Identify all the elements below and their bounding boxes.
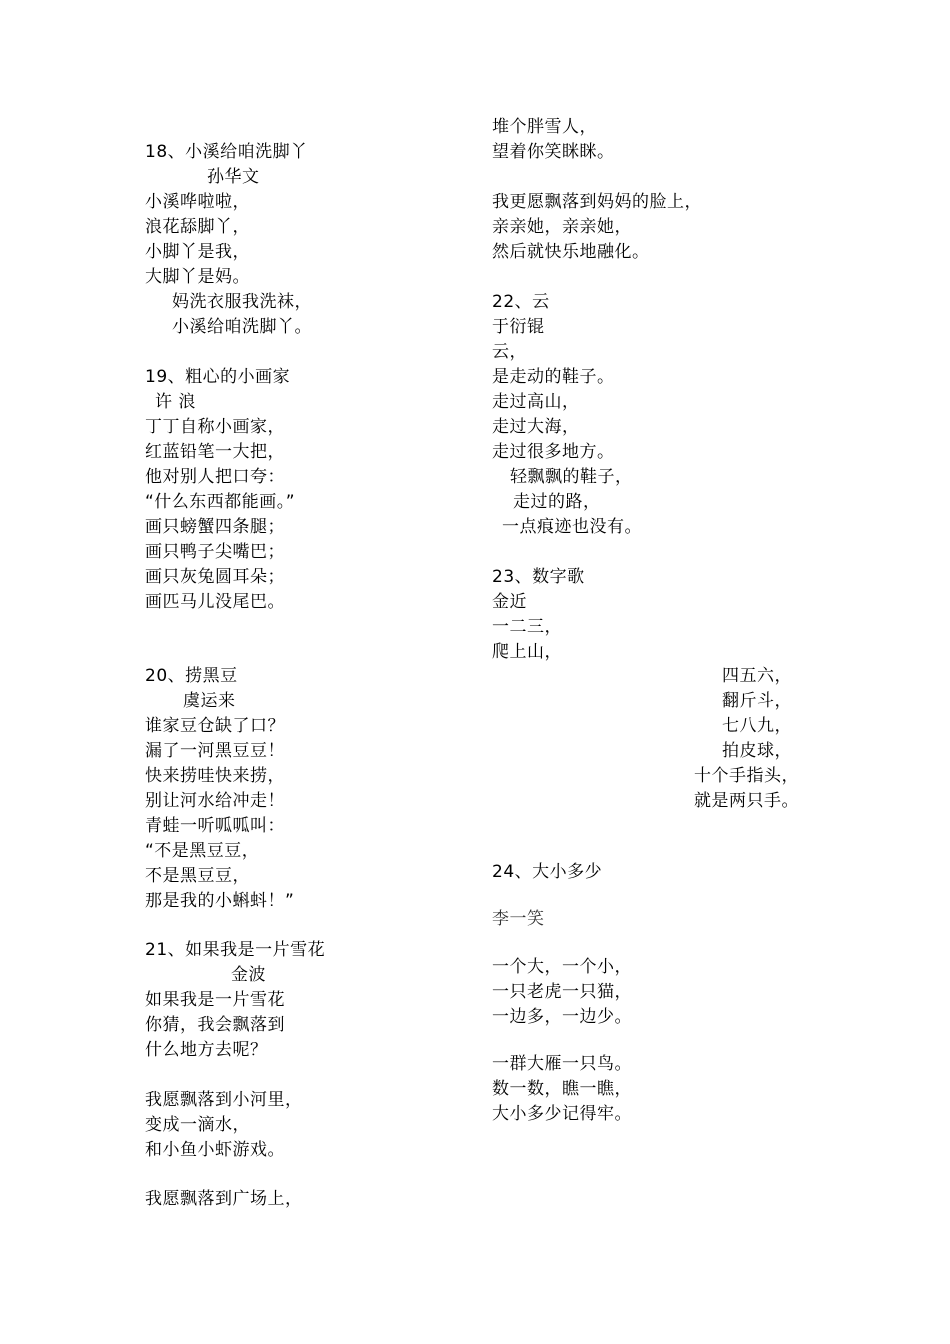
poem-line: 青蛙一听呱呱叫：: [145, 816, 285, 836]
poem-23-title: 23、数字歌: [492, 567, 585, 587]
poem-line: 丁丁自称小画家，: [145, 417, 285, 437]
poem-line: 红蓝铅笔一大把，: [145, 442, 285, 462]
poem-line: 十个手指头，: [694, 766, 799, 786]
poem-20-author: 虞运来: [183, 691, 236, 711]
poem-21-author: 金波: [231, 965, 266, 985]
poem-line: 那是我的小蝌蚪！”: [145, 891, 295, 911]
poem-line: 一点痕迹也没有。: [502, 517, 642, 537]
poem-line: 妈洗衣服我洗袜，: [172, 292, 312, 312]
poem-line: 拍皮球，: [722, 741, 792, 761]
poem-line: 亲亲她，亲亲她，: [492, 217, 632, 237]
poem-line: 你猜，我会飘落到: [145, 1015, 285, 1035]
poem-line: 画只螃蟹四条腿；: [145, 517, 285, 537]
poem-line: 走过高山，: [492, 392, 580, 412]
poem-line: 小溪给咱洗脚丫。: [172, 317, 312, 337]
poem-line: 望着你笑眯眯。: [492, 142, 615, 162]
poem-22-title: 22、云: [492, 292, 550, 312]
poem-line: 不是黑豆豆，: [145, 866, 250, 886]
poem-line: 走过很多地方。: [492, 442, 615, 462]
poem-line: 爬上山，: [492, 642, 562, 662]
poem-22-author: 于衍锟: [492, 317, 545, 337]
poem-line: 一个大，一个小，: [492, 957, 632, 977]
poem-line: 是走动的鞋子。: [492, 367, 615, 387]
poem-line: 浪花舔脚丫，: [145, 217, 250, 237]
poem-line: 变成一滴水，: [145, 1115, 250, 1135]
poem-line: 走过的路，: [513, 492, 601, 512]
poem-line: 小溪哗啦啦，: [145, 192, 250, 212]
poem-line: 轻飘飘的鞋子，: [510, 467, 633, 487]
poem-line: 走过大海，: [492, 417, 580, 437]
poem-line: 什么地方去呢？: [145, 1040, 268, 1060]
poem-line: “什么东西都能画。”: [145, 492, 296, 512]
poem-24-author: 李一笑: [492, 909, 545, 929]
poem-line: 画只灰兔圆耳朵；: [145, 567, 285, 587]
poem-line: 一边多，一边少。: [492, 1007, 632, 1027]
poem-18-title: 18、小溪给咱洗脚丫: [145, 142, 308, 162]
poem-19-title: 19、粗心的小画家: [145, 367, 291, 387]
poem-line: 一群大雁一只鸟。: [492, 1054, 632, 1074]
poem-23-author: 金近: [492, 592, 527, 612]
poem-line: 我愿飘落到小河里，: [145, 1090, 303, 1110]
poem-line: 堆个胖雪人，: [492, 117, 597, 137]
poem-line: 大小多少记得牢。: [492, 1104, 632, 1124]
poem-21-title: 21、如果我是一片雪花: [145, 940, 326, 960]
poem-line: 四五六，: [722, 666, 792, 686]
poem-line: 小脚丫是我，: [145, 242, 250, 262]
poem-line: 我更愿飘落到妈妈的脸上，: [492, 192, 702, 212]
poem-18-author: 孙华文: [207, 167, 260, 187]
poem-19-author: 许 浪: [155, 392, 196, 412]
poem-line: 快来捞哇快来捞，: [145, 766, 285, 786]
poem-20-title: 20、捞黑豆: [145, 666, 238, 686]
poem-line: 谁家豆仓缺了口？: [145, 716, 285, 736]
poem-line: 别让河水给冲走！: [145, 791, 285, 811]
poem-line: 大脚丫是妈。: [145, 267, 250, 287]
poem-line: “不是黑豆豆，: [145, 841, 260, 861]
poem-line: 云，: [492, 342, 527, 362]
poem-line: 七八九，: [722, 716, 792, 736]
poem-line: 画匹马儿没尾巴。: [145, 592, 285, 612]
poem-line: 一只老虎一只猫，: [492, 982, 632, 1002]
poem-line: 他对别人把口夸：: [145, 467, 285, 487]
poem-24-title: 24、大小多少: [492, 862, 603, 882]
poem-line: 就是两只手。: [694, 791, 799, 811]
poem-line: 漏了一河黑豆豆！: [145, 741, 285, 761]
poem-line: 画只鸭子尖嘴巴；: [145, 542, 285, 562]
poem-line: 我愿飘落到广场上，: [145, 1189, 303, 1209]
poem-line: 一二三，: [492, 617, 562, 637]
poem-line: 如果我是一片雪花: [145, 990, 285, 1010]
poem-line: 然后就快乐地融化。: [492, 242, 650, 262]
poem-line: 数一数，瞧一瞧，: [492, 1079, 632, 1099]
poem-line: 翻斤斗，: [722, 691, 792, 711]
poem-line: 和小鱼小虾游戏。: [145, 1140, 285, 1160]
